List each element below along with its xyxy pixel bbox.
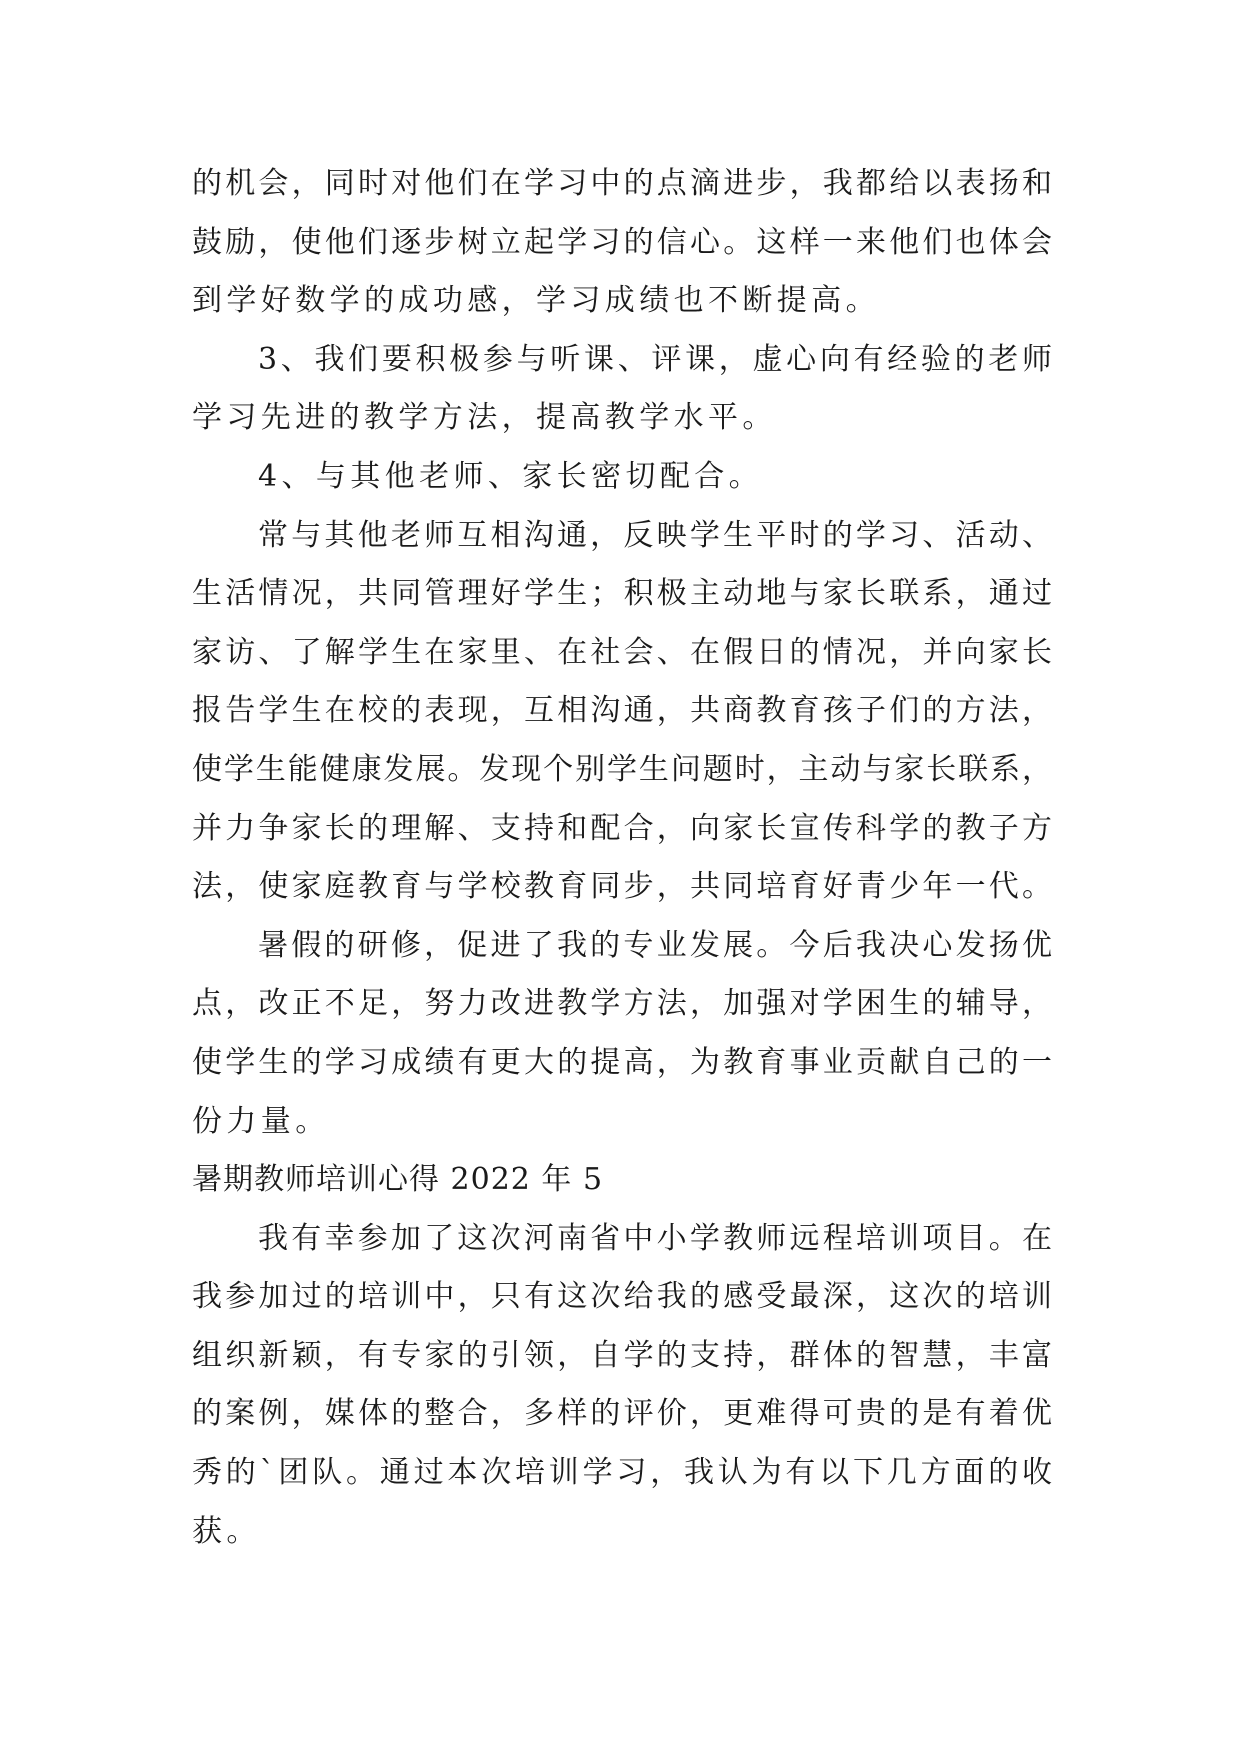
text-line: 获。 xyxy=(192,1513,261,1549)
text-line: 秀的`团队。通过本次培训学习，我认为有以下几方面的收 xyxy=(192,1455,1052,1491)
text-line: 4、与其他老师、家长密切配合。 xyxy=(258,458,764,494)
text-line: 使学生能健康发展。发现个别学生问题时，主动与家长联系， xyxy=(192,751,1052,787)
text-line: 我有幸参加了这次河南省中小学教师远程培训项目。在 xyxy=(258,1220,1052,1256)
text-line: 我参加过的培训中，只有这次给我的感受最深，这次的培训 xyxy=(192,1279,1052,1315)
text-line: 份力量。 xyxy=(192,1103,330,1139)
text-line: 的案例，媒体的整合，多样的评价，更难得可贵的是有着优 xyxy=(192,1396,1052,1432)
text-line: 的机会，同时对他们在学习中的点滴进步，我都给以表扬和 xyxy=(192,166,1052,201)
text-line: 法，使家庭教育与学校教育同步，共同培育好青少年一代。 xyxy=(192,869,1052,905)
body-text xyxy=(192,155,1052,1561)
text-line: 并力争家长的理解、支持和配合，向家长宣传科学的教子方 xyxy=(192,810,1052,846)
text-line: 鼓励，使他们逐步树立起学习的信心。这样一来他们也体会 xyxy=(192,224,1052,260)
text-line: 点，改正不足，努力改进教学方法，加强对学困生的辅导， xyxy=(192,986,1052,1022)
text-line: 使学生的学习成绩有更大的提高，为教育事业贡献自己的一 xyxy=(192,1044,1052,1080)
text-line: 3、我们要积极参与听课、评课，虚心向有经验的老师 xyxy=(258,341,1052,377)
text-line: 常与其他老师互相沟通，反映学生平时的学习、活动、 xyxy=(258,517,1052,553)
text-line: 生活情况，共同管理好学生；积极主动地与家长联系，通过 xyxy=(192,576,1052,612)
text-line: 家访、了解学生在家里、在社会、在假日的情况，并向家长 xyxy=(192,634,1052,670)
text-line: 组织新颖，有专家的引领，自学的支持，群体的智慧，丰富 xyxy=(192,1337,1052,1373)
text-line: 报告学生在校的表现，互相沟通，共商教育孩子们的方法， xyxy=(192,693,1052,729)
text-line: 到学好数学的成功感，学习成绩也不断提高。 xyxy=(192,283,880,319)
text-line: 学习先进的教学方法，提高教学水平。 xyxy=(192,400,777,436)
text-line: 暑假的研修，促进了我的专业发展。今后我决心发扬优 xyxy=(258,927,1052,963)
section-heading: 暑期教师培训心得 2022 年 5 xyxy=(192,1162,604,1198)
